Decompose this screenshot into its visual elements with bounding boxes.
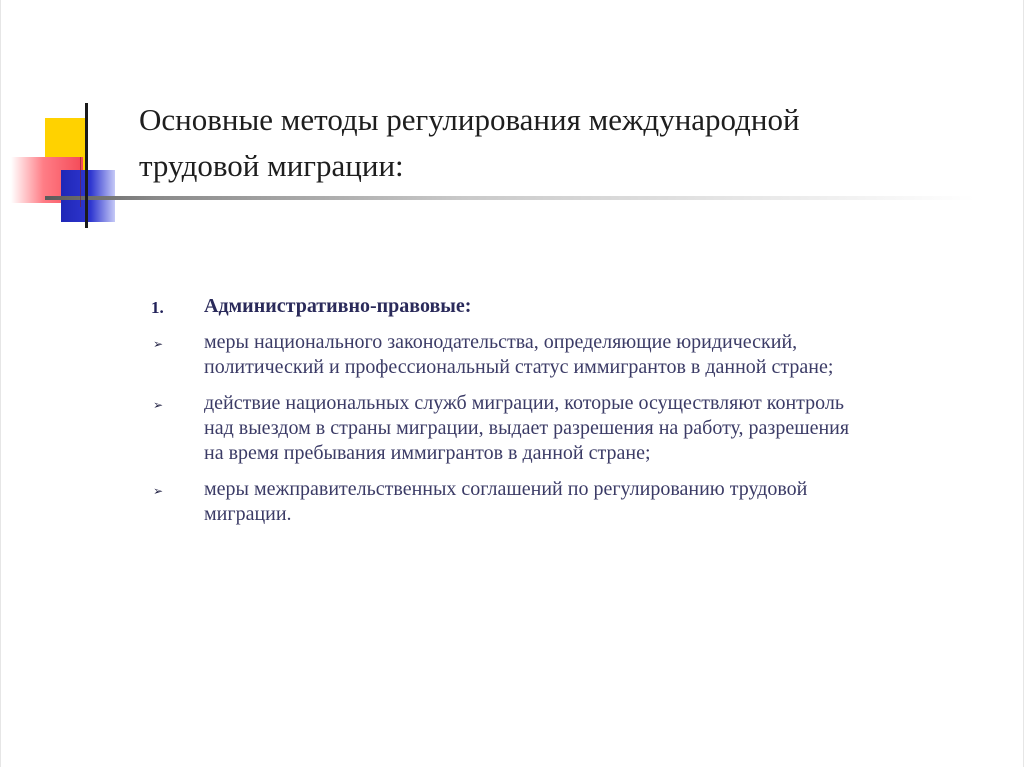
- content-list: [151, 294, 871, 538]
- slide-title: [139, 97, 979, 189]
- title-underline-decoration: [45, 196, 975, 200]
- arrow-bullet-icon: ➢: [153, 337, 164, 351]
- list-item-text: меры межправительственных соглашений по регулированию трудовой миграции.: [204, 478, 808, 525]
- list-number: 1.: [151, 298, 164, 317]
- arrow-bullet-icon: ➢: [153, 398, 164, 412]
- arrow-bullet-icon: ➢: [153, 484, 164, 498]
- list-item: [151, 477, 871, 527]
- list-item-text: действие национальных служб миграции, которые осуществляют контроль над выездом в страны миграции, выдает разрешения на работу, разрешения на время пребывания иммигрантов в данной стране;: [204, 392, 850, 464]
- list-heading-item: [151, 294, 871, 319]
- list-item-text: меры национального законодательства, определяющие юридический, политический и профессиональный статус иммигрантов в данной стране;: [204, 331, 834, 378]
- list-heading-text: Административно-правовые:: [204, 295, 472, 317]
- vertical-accent-line-decoration: [80, 157, 81, 207]
- list-item: [151, 391, 871, 466]
- title-line-2: трудовой миграции:: [139, 148, 404, 183]
- vertical-line-decoration: [85, 103, 88, 228]
- title-line-1: Основные методы регулирования международной: [139, 102, 800, 137]
- list-item: [151, 330, 871, 380]
